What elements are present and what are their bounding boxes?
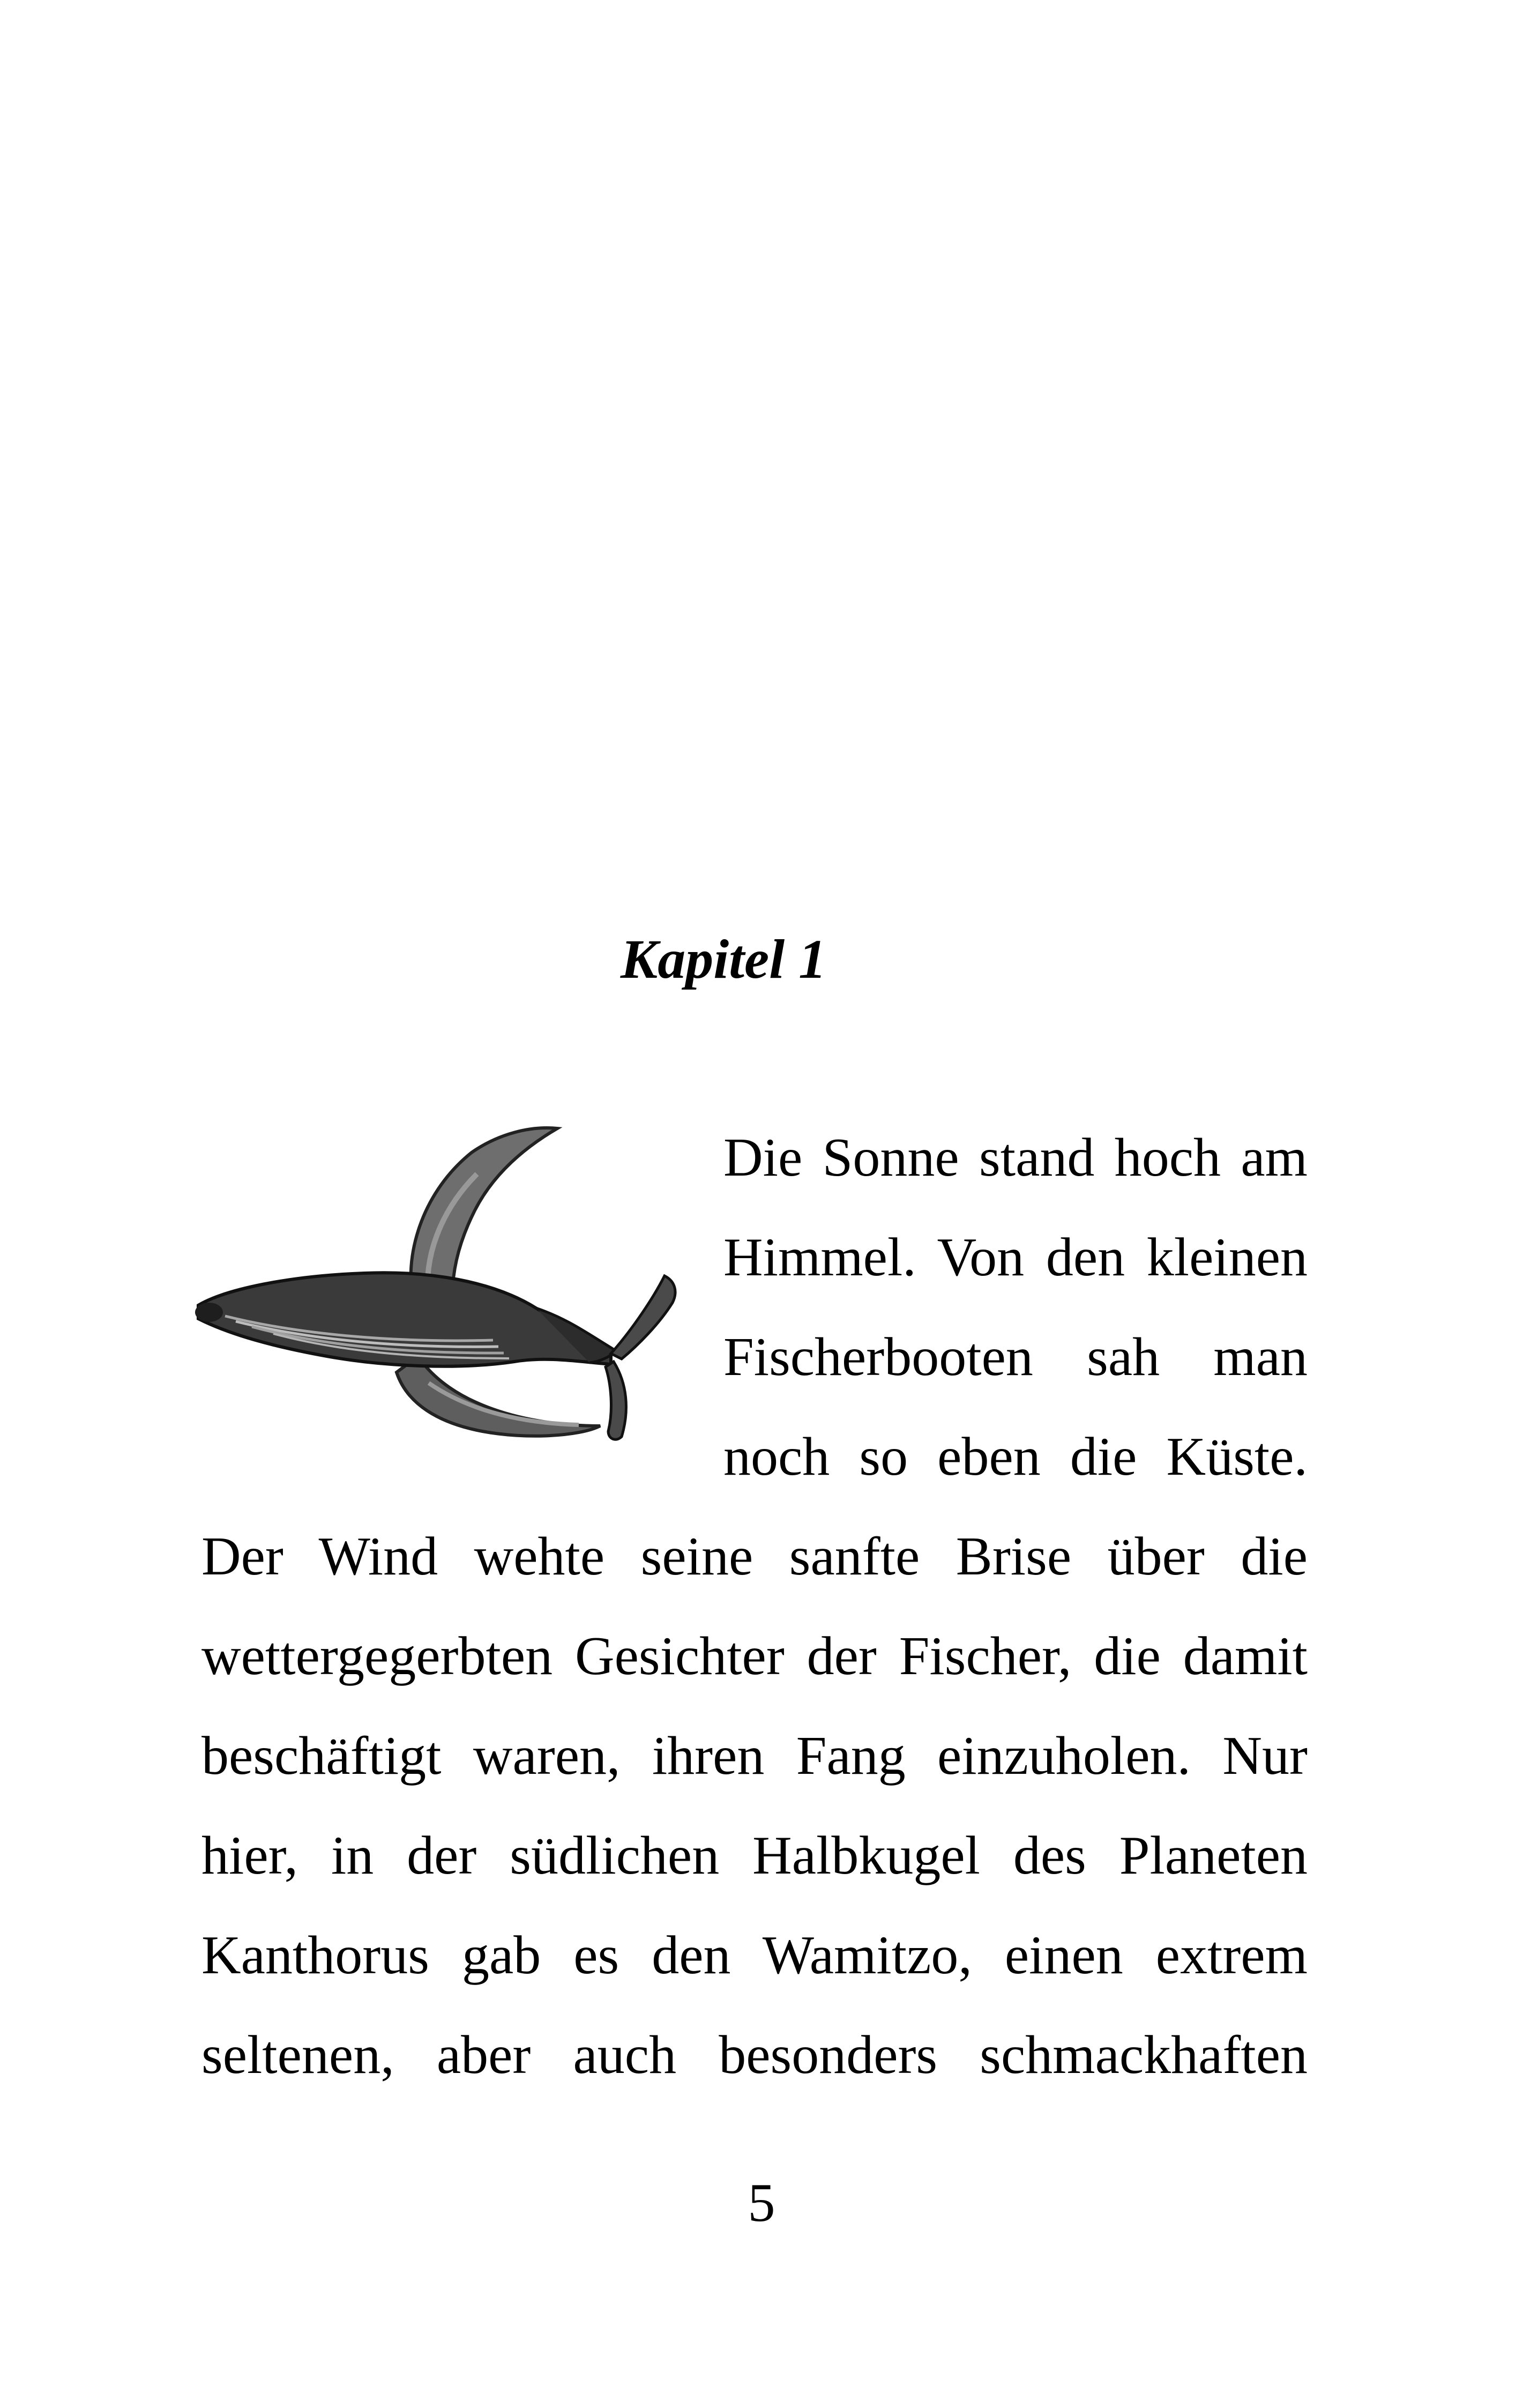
body-line: Fischerbooten sah man (723, 1327, 1308, 1387)
whale-illustration (193, 1104, 697, 1447)
body-line: wettergegerbten Gesichter der Fischer, die damit (201, 1626, 1308, 1686)
body-line: beschäftigt waren, ihren Fang einzuholen. Nur (201, 1726, 1308, 1786)
body-line: hier, in der südlichen Halbkugel des Planeten (201, 1825, 1308, 1886)
body-line: noch so eben die Küste. (723, 1426, 1308, 1487)
body-line: seltenen, aber auch besonders schmackhaften (201, 2025, 1308, 2085)
chapter-title: Kapitel 1 (620, 928, 827, 990)
body-line: Kanthorus gab es den Wamitzo, einen extrem (201, 1925, 1308, 1986)
body-line: Himmel. Von den kleinen (723, 1227, 1308, 1288)
page-number: 5 (748, 2173, 775, 2233)
body-line: Die Sonne stand hoch am (723, 1127, 1308, 1188)
body-line: Der Wind wehte seine sanfte Brise über die (201, 1526, 1308, 1587)
